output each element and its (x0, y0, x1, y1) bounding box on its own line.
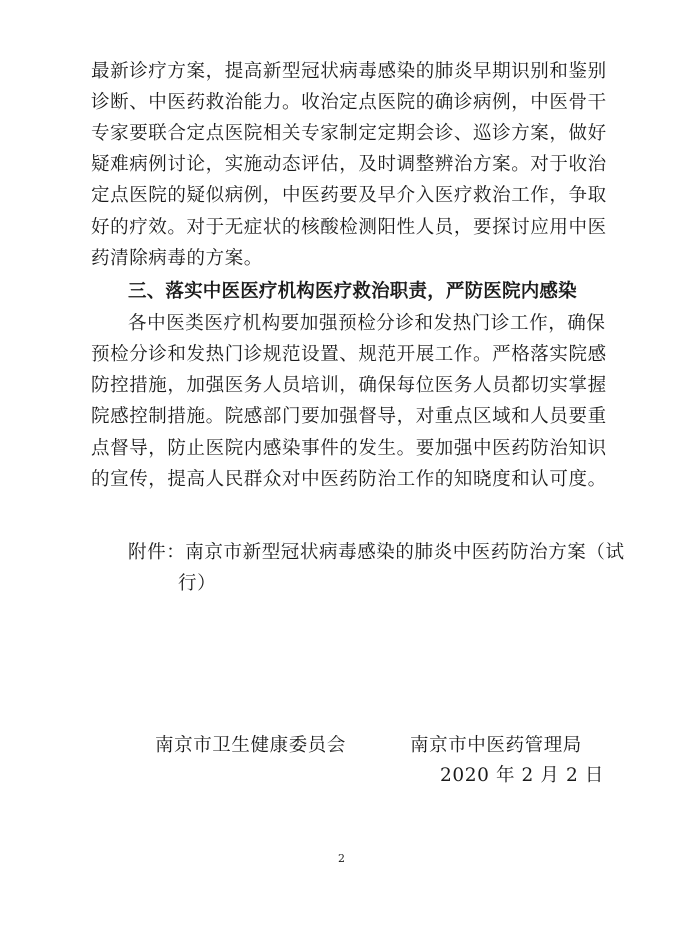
body-line: 最新诊疗方案，提高新型冠状病毒感染的肺炎早期识别和鉴别 (91, 61, 607, 82)
body-line: 点督导，防止医院内感染事件的发生。要加强中医药防治知识 (91, 438, 607, 459)
issue-date: 2020 年 2 月 2 日 (440, 765, 604, 786)
body-line: 药清除病毒的方案。 (91, 248, 263, 269)
attachment-line: 行） (178, 573, 217, 594)
attachment-line: 附件：南京市新型冠状病毒感染的肺炎中医药防治方案（试 (128, 542, 625, 563)
body-line: 定点医院的疑似病例，中医药要及早介入医疗救治工作，争取 (91, 185, 607, 206)
issuer-name: 南京市中医药管理局 (410, 735, 582, 756)
body-line: 院感控制措施。院感部门要加强督导，对重点区域和人员要重 (91, 406, 607, 427)
page-number: 2 (338, 852, 345, 865)
section-heading: 三、落实中医医疗机构医疗救治职责，严防医院内感染 (128, 281, 577, 302)
body-line: 预检分诊和发热门诊规范设置、规范开展工作。严格落实院感 (91, 344, 607, 365)
body-line: 各中医类医疗机构要加强预检分诊和发热门诊工作，确保 (128, 313, 606, 334)
body-line: 防控措施，加强医务人员培训，确保每位医务人员都切实掌握 (91, 375, 607, 396)
body-line: 专家要联合定点医院相关专家制定定期会诊、巡诊方案，做好 (91, 123, 607, 144)
body-line: 疑难病例讨论，实施动态评估，及时调整辨治方案。对于收治 (91, 154, 607, 175)
body-line: 诊断、中医药救治能力。收治定点医院的确诊病例，中医骨干 (91, 92, 607, 113)
body-line: 的宣传，提高人民群众对中医药防治工作的知晓度和认可度。 (91, 469, 607, 490)
body-line: 好的疗效。对于无症状的核酸检测阳性人员，要探讨应用中医 (91, 217, 607, 238)
issuer-name: 南京市卫生健康委员会 (155, 735, 347, 756)
